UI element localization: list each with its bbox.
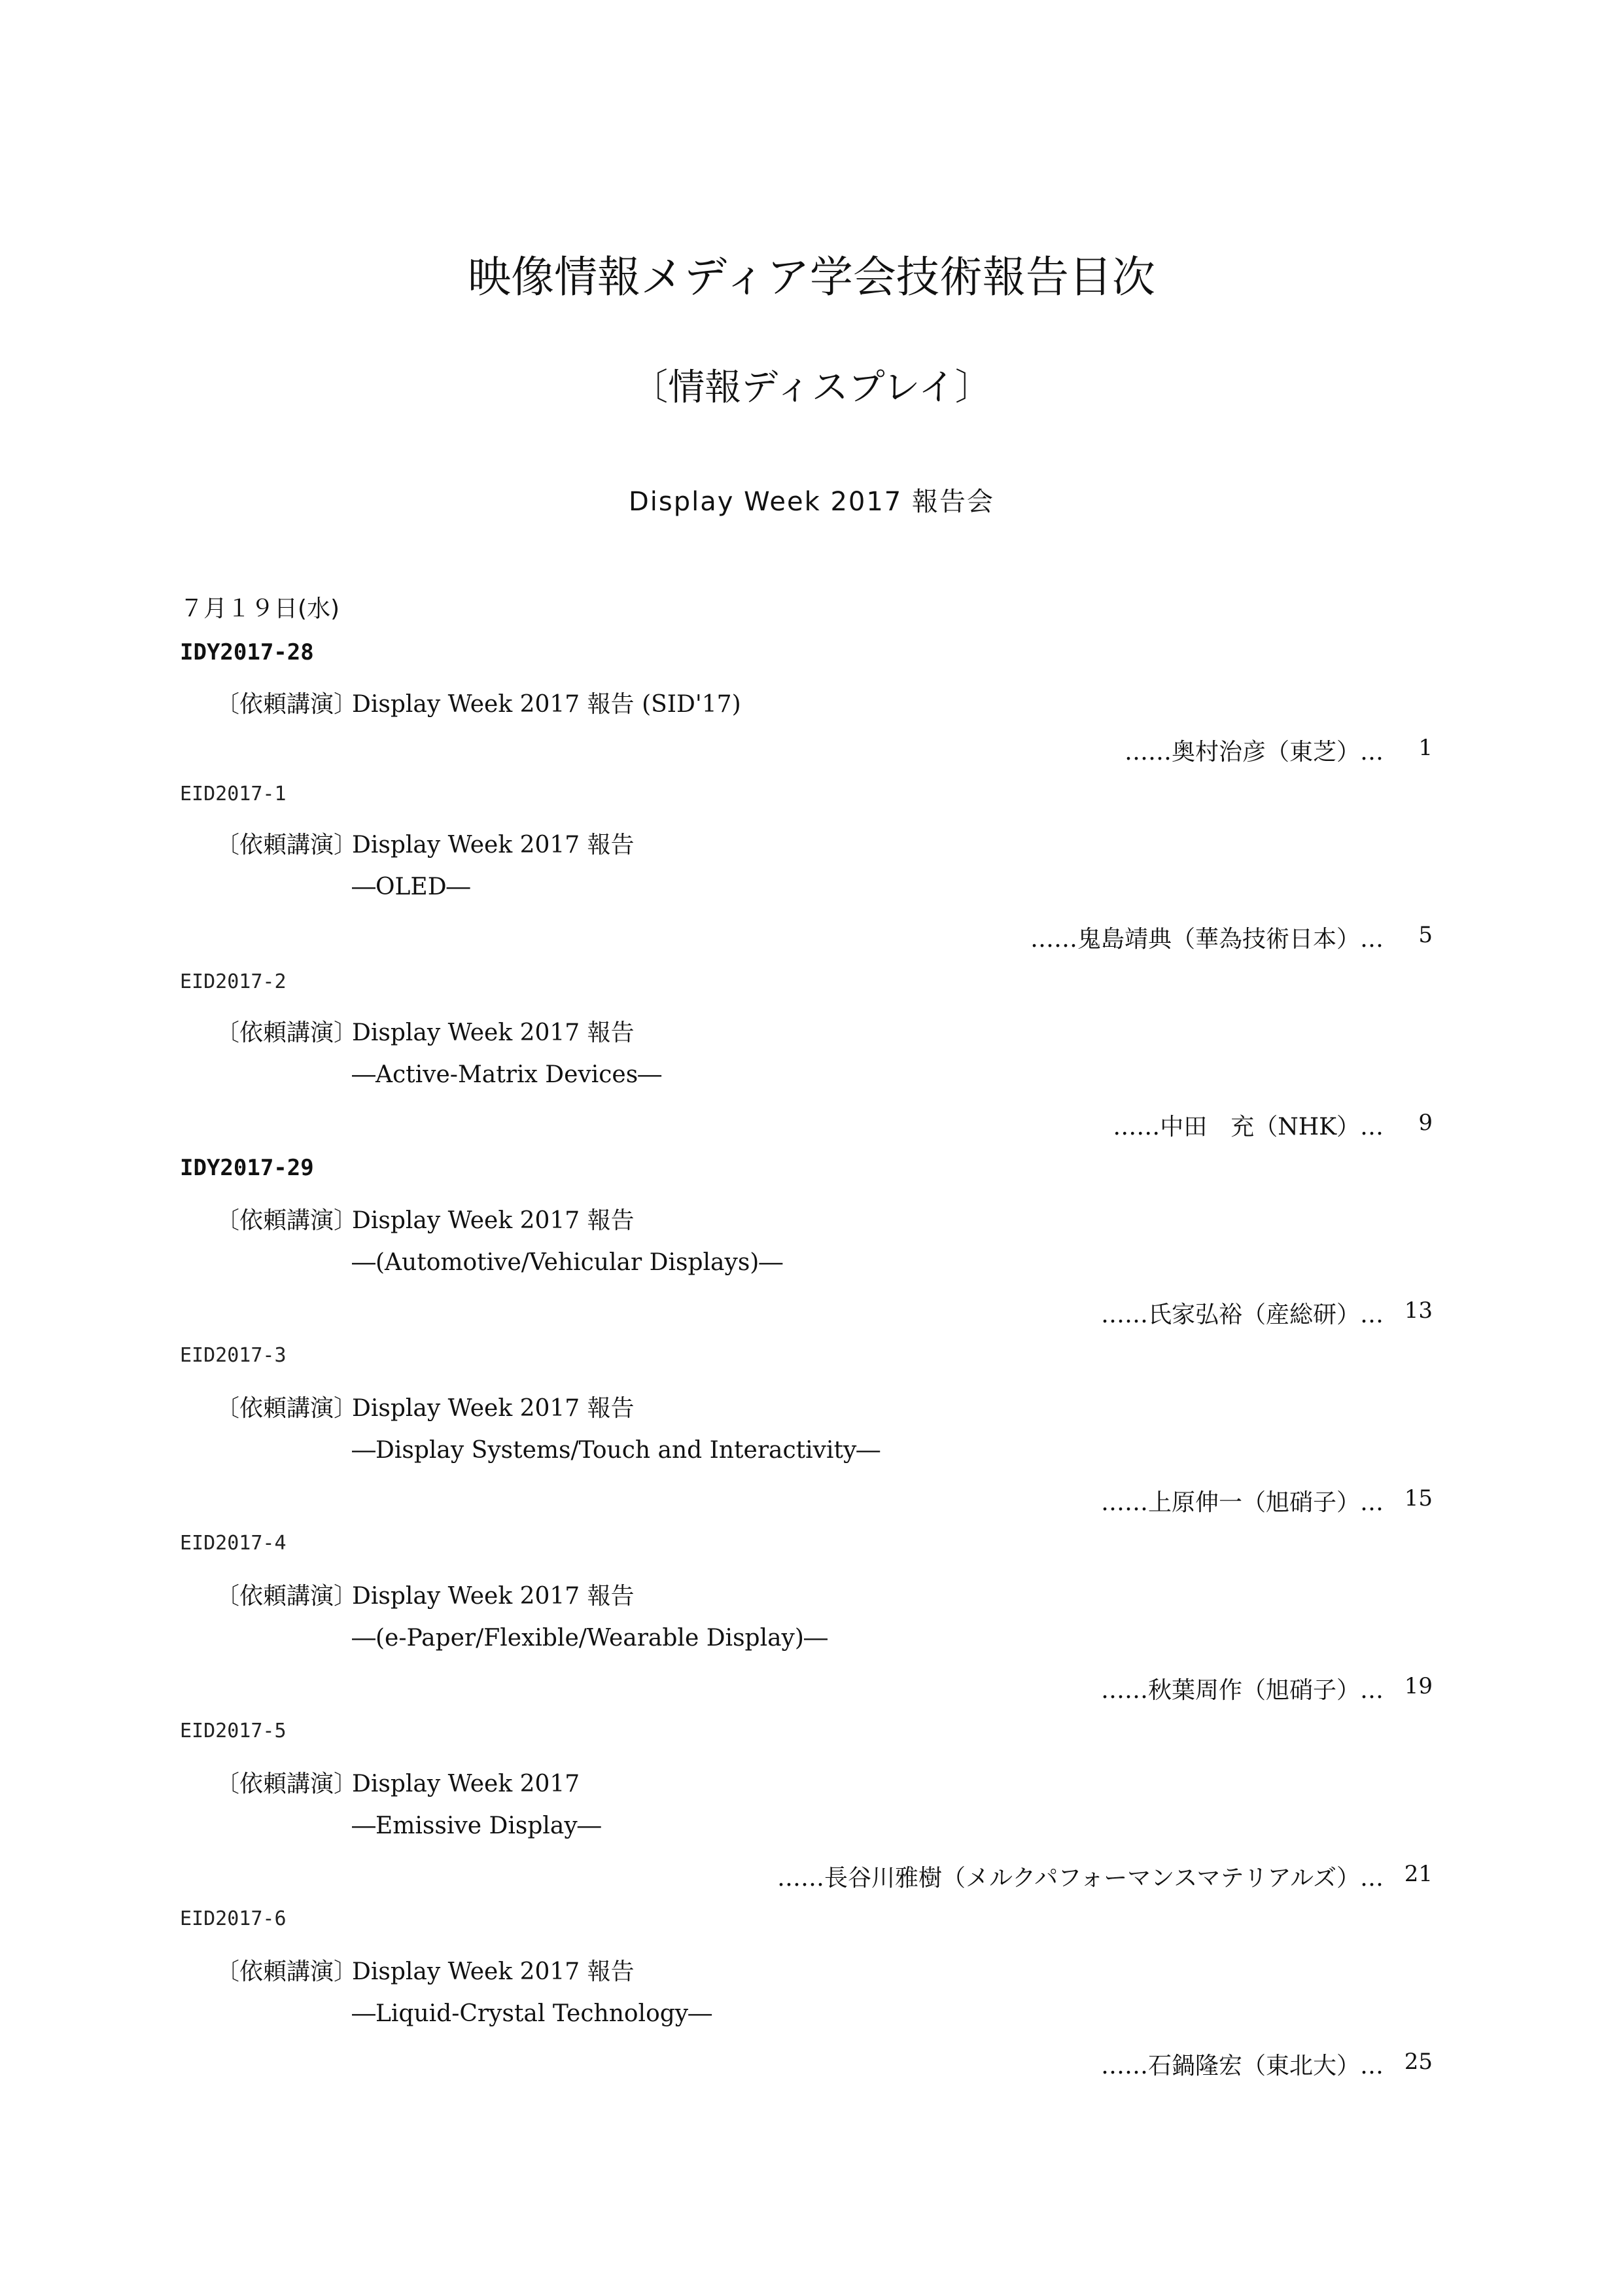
- talk-tag: 〔依頼講演〕: [216, 1019, 358, 1046]
- entry-title-line: [216, 1202, 635, 1235]
- entry-page-number: 9: [1418, 1110, 1433, 1136]
- entry-id: EID2017-4: [180, 1532, 287, 1555]
- talk-tag: 〔依頼講演〕: [216, 832, 358, 858]
- entry-author: ……奥村治彦（東芝）…: [1124, 739, 1384, 766]
- entry-id: IDY2017-28: [180, 639, 314, 665]
- entry-title: Display Week 2017 報告: [352, 1395, 635, 1422]
- entry-title-line: [216, 1765, 580, 1799]
- entry-subtitle: ―Display Systems/Touch and Interactivity―: [352, 1437, 881, 1464]
- entry-page-number: 1: [1418, 735, 1433, 761]
- entry-title: Display Week 2017: [352, 1771, 580, 1797]
- entry-author: ……石鍋隆宏（東北大）…: [1100, 2053, 1384, 2079]
- entry-page-number: 25: [1404, 2049, 1433, 2075]
- talk-tag: 〔依頼講演〕: [216, 1771, 358, 1797]
- talk-tag: 〔依頼講演〕: [216, 1207, 358, 1234]
- entry-id: EID2017-1: [180, 783, 287, 805]
- entry-page-number: 19: [1404, 1673, 1433, 1699]
- entry-author: ……長谷川雅樹（メルクパフォーマンスマテリアルズ）…: [777, 1865, 1384, 1892]
- document-title: 映像情報メディア学会技術報告目次: [468, 252, 1155, 302]
- entry-page-number: 13: [1404, 1298, 1433, 1324]
- talk-tag: 〔依頼講演〕: [216, 1395, 358, 1422]
- talk-tag: 〔依頼講演〕: [216, 1583, 358, 1610]
- entry-author: ……鬼島靖典（華為技術日本）…: [1030, 926, 1384, 953]
- entry-subtitle: ―(Automotive/Vehicular Displays)―: [352, 1249, 783, 1276]
- entry-title-line: [216, 686, 741, 719]
- entry-title-line: [216, 1014, 635, 1048]
- entry-author: ……秋葉周作（旭硝子）…: [1100, 1677, 1384, 1704]
- entry-page-number: 15: [1404, 1485, 1433, 1511]
- entry-id: EID2017-6: [180, 1907, 287, 1930]
- talk-tag: 〔依頼講演〕: [216, 691, 358, 718]
- entry-author: ……上原伸一（旭硝子）…: [1100, 1489, 1384, 1516]
- entry-title-line: [216, 1390, 635, 1423]
- entry-id: EID2017-5: [180, 1720, 287, 1742]
- event-title: Display Week 2017 報告会: [629, 487, 994, 517]
- entry-subtitle: ―Active-Matrix Devices―: [352, 1061, 662, 1088]
- entry-author: ……中田 充（NHK）…: [1113, 1114, 1384, 1140]
- entry-page-number: 21: [1404, 1861, 1433, 1887]
- entry-subtitle: ―(e-Paper/Flexible/Wearable Display)―: [352, 1625, 828, 1651]
- entry-subtitle: ―OLED―: [352, 874, 470, 900]
- entry-title: Display Week 2017 報告: [352, 1583, 635, 1610]
- entry-subtitle: ―Liquid-Crystal Technology―: [352, 2000, 712, 2027]
- entry-title: Display Week 2017 報告: [352, 1019, 635, 1046]
- session-date: ７月１９日(水): [180, 595, 340, 622]
- document-subtitle: 〔情報ディスプレイ〕: [631, 366, 992, 409]
- entry-id: IDY2017-29: [180, 1155, 314, 1181]
- entry-subtitle: ―Emissive Display―: [352, 1812, 601, 1839]
- talk-tag: 〔依頼講演〕: [216, 1958, 358, 1985]
- entry-title: Display Week 2017 報告 (SID'17): [352, 691, 741, 718]
- entry-id: EID2017-2: [180, 970, 287, 993]
- entry-title-line: [216, 1953, 635, 1987]
- entry-title-line: [216, 826, 635, 860]
- entry-page-number: 5: [1418, 922, 1433, 948]
- entry-title: Display Week 2017 報告: [352, 1958, 635, 1985]
- entry-title: Display Week 2017 報告: [352, 1207, 635, 1234]
- entry-title: Display Week 2017 報告: [352, 832, 635, 858]
- entry-author: ……氏家弘裕（産総研）…: [1100, 1301, 1384, 1328]
- entry-title-line: [216, 1578, 635, 1611]
- entry-id: EID2017-3: [180, 1344, 287, 1367]
